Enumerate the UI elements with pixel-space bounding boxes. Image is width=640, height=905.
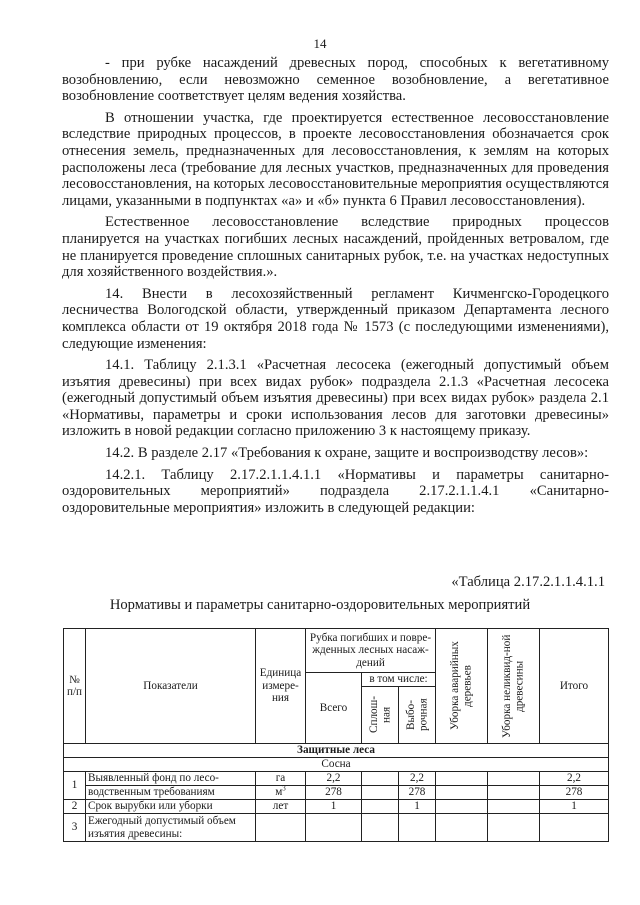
paragraph: Естественное лесовосстановление вследствие природных процессов планируется на участках погибших лесных насаждений, пройденных ветровалом, где не планируется проведение сплошных санитарных рубок, т.е. на участках недоступных для хозяйственного воздействия.». [62,214,609,281]
row-total: 2,2 [306,772,362,786]
row-selective [399,814,436,842]
row-indicator: Выявленный фонд по лесо- [86,772,256,786]
header-indicators: Показатели [86,629,256,744]
table-row [64,772,609,786]
row-grand-total: 278 [540,786,609,800]
species-row: Сосна [64,758,609,772]
table-title: Нормативы и параметры санитарно-оздоровительных мероприятий [109,597,531,613]
table-row [64,814,609,842]
row-selective: 2,2 [399,772,436,786]
section-row: Защитные леса [64,744,609,758]
row-unit [256,814,306,842]
row-unit [256,786,306,800]
header-felling-group: Рубка погибших и повре-жденных лесных насаж-дений [306,629,436,673]
header-emergency-cell [436,629,488,744]
row-emergency [436,772,488,786]
row-grand-total [540,814,609,842]
header-unit: Единица измере-ния [256,629,306,744]
paragraph: 14.1. Таблицу 2.1.3.1 «Расчетная лесосека (ежегодный допустимый объем изъятия древесины) при всех видах рубок» подраздела 2.1.3 «Расчетная лесосека (ежегодный допустимый объем изъятия древесины) при всех видах рубок» раздела 2.1 «Нормативы, параметры и сроки использования лесов для заготовки древесины» изложить в новой редакции согласно приложению 3 к настоящему приказу. [62,357,609,440]
row-grand-total: 2,2 [540,772,609,786]
row-unit: га [256,772,306,786]
row-illiquid [488,772,540,786]
row-total: 1 [306,800,362,814]
row-indicator: Срок вырубки или уборки [86,800,256,814]
row-clear [362,772,399,786]
row-illiquid [488,786,540,800]
row-num: 3 [64,814,86,842]
paragraph: 14.2.1. Таблицу 2.17.2.1.1.4.1.1 «Нормативы и параметры санитарно-оздоровительных мероприятий» подраздела 2.17.2.1.1.4.1 «Санитарно-оздоровительные мероприятия» изложить в следующей редакции: [62,466,609,516]
header-illiquid-cell [488,629,540,744]
table-reference: «Таблица 2.17.2.1.1.4.1.1 [451,574,605,590]
table-row [64,800,609,814]
header-selective-cell [399,687,436,744]
row-selective: 1 [399,800,436,814]
row-clear [362,786,399,800]
header-clear: Сплош-ная [367,696,392,734]
header-num: № п/п [64,629,86,744]
row-num: 2 [64,800,86,814]
header-including: в том числе: [362,673,436,687]
row-selective: 278 [399,786,436,800]
row-total: 278 [306,786,362,800]
page-number: 14 [313,36,327,51]
row-emergency [436,814,488,842]
unit-superscript: 3 [282,784,286,793]
unit-text: м [275,786,283,799]
row-emergency [436,786,488,800]
row-indicator: водственным требованиям [86,786,256,800]
header-emergency: Уборка аварийных деревьев [449,641,474,731]
row-illiquid [488,800,540,814]
header-grand-total: Итого [540,629,609,744]
sanitary-measures-table [63,628,609,842]
header-illiquid: Уборка неликвид-ной древесины [501,634,526,738]
row-emergency [436,800,488,814]
paragraph: В отношении участка, где проектируется естественное лесовосстановление вследствие природных процессов, в проекте лесовосстановления обозначается срок отнесения земель, предназначенных для лесовосстановления, к землям на которых расположены леса (требование для лесных участков, предназначенных для проведения лесовосстановления, на которых лесовосстановительные мероприятия осуществляются лицами, указанными в подпунктах «а» и «б» пункта 6 Правил лесовосстановления). [62,109,609,209]
row-illiquid [488,814,540,842]
header-selective: Выбо-рочная [404,698,429,732]
row-unit: лет [256,800,306,814]
row-total [306,814,362,842]
paragraph: 14. Внести в лесохозяйственный регламент Кичменгско-Городецкого лесничества Вологодской области, утвержденный приказом Департамента лесного комплекса области от 19 октября 2018 года № 1573 (с последующими изменениями), следующие изменения: [62,285,609,352]
row-indicator: Ежегодный допустимый объем изъятия древесины: [86,814,256,842]
table-row [64,786,609,800]
header-total: Всего [306,673,362,744]
row-clear [362,814,399,842]
row-num: 1 [64,772,86,800]
paragraph: 14.2. В разделе 2.17 «Требования к охране, защите и воспроизводству лесов»: [105,445,589,462]
row-grand-total: 1 [540,800,609,814]
row-clear [362,800,399,814]
paragraph: - при рубке насаждений древесных пород, способных к вегетативному возобновлению, если невозможно семенное возобновление, а вегетативное возобновление соответствует целям ведения хозяйства. [62,55,609,105]
document-body [62,55,609,521]
header-clear-cell [362,687,399,744]
